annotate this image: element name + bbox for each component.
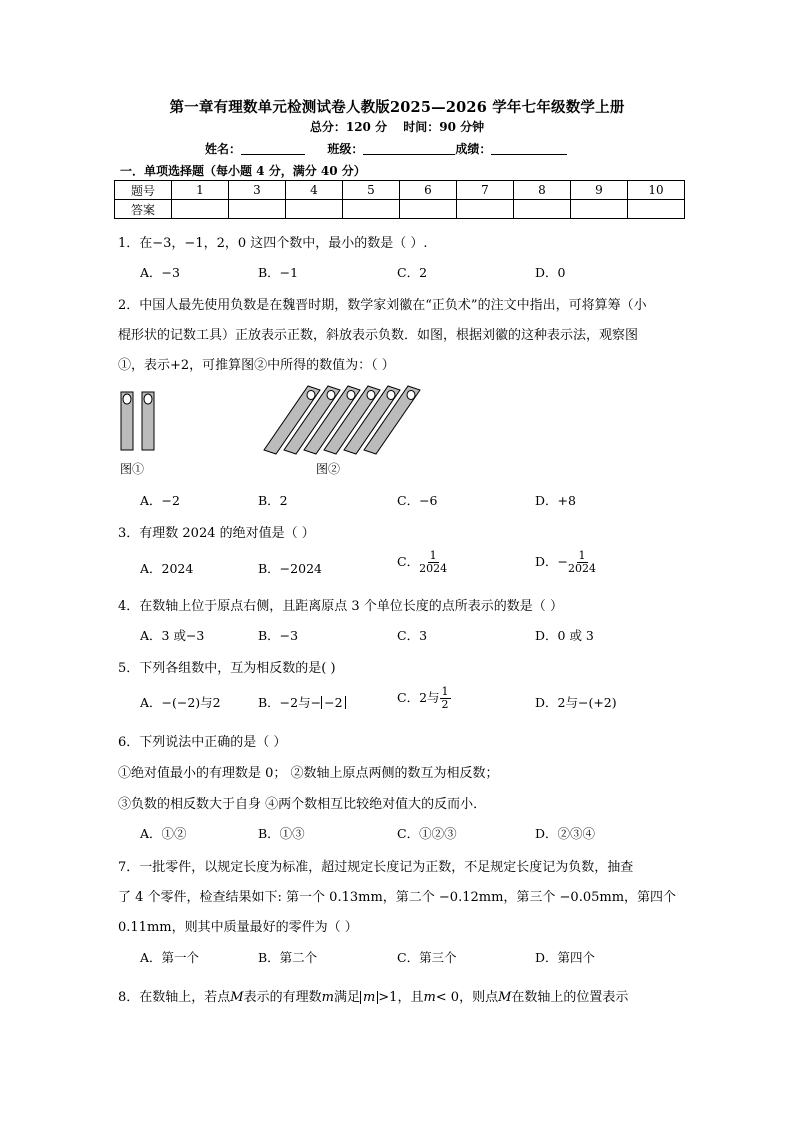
q8-var: m — [423, 990, 436, 1005]
name-label: 姓名： — [205, 142, 242, 156]
option-prefix: C．2与 — [397, 690, 440, 705]
option-prefix: B．−2与− — [258, 695, 322, 710]
fraction-denominator: 2024 — [419, 562, 448, 575]
q8-var: M — [230, 990, 244, 1005]
answer-cell[interactable] — [172, 200, 229, 219]
q7-option-d: D．第四个 — [535, 950, 596, 965]
q7-option-b: B．第二个 — [258, 950, 318, 965]
section-title: 一．单项选择题（每小题 4 分，满分 40 分） — [120, 164, 366, 178]
q4-option-a: A．3 或−3 — [140, 628, 205, 643]
exam-time: 时间：90 分钟 — [403, 120, 485, 134]
counting-rods-figure-1 — [115, 386, 165, 452]
q1-option-c: C．2 — [397, 265, 428, 280]
question-number: 9 — [571, 181, 628, 200]
fraction-numerator: 1 — [429, 549, 437, 562]
fraction-numerator: 1 — [441, 685, 449, 698]
score-field[interactable] — [491, 142, 567, 155]
q1-option-b: B．−1 — [258, 265, 299, 280]
answer-cell[interactable] — [229, 200, 286, 219]
q1-stem: 1．在−3，−1，2，0 这四个数中，最小的数是（ ）. — [118, 236, 428, 251]
q7-option-a: A．第一个 — [140, 950, 200, 965]
q4-stem: 4．在数轴上位于原点右侧，且距离原点 3 个单位长度的点所表示的数是（ ） — [118, 599, 563, 614]
q5-option-b — [258, 693, 346, 711]
q7-line3: 0.11mm，则其中质量最好的零件为（ ） — [118, 920, 358, 935]
q7-line2: 了 4 个零件，检查结果如下: 第一个 0.13mm，第二个 −0.12mm，第三个 −0.05mm，第四个 — [118, 890, 677, 905]
q6-stem: 6．下列说法中正确的是（ ） — [118, 735, 287, 750]
exam-meta — [0, 118, 794, 135]
table-row — [115, 181, 685, 200]
q4-option-d: D．0 或 3 — [535, 628, 594, 643]
q2-option-c: C．−6 — [397, 493, 438, 508]
q4-option-b: B．−3 — [258, 628, 299, 643]
q5-stem: 5．下列各组数中，互为相反数的是( ) — [118, 661, 336, 676]
question-number: 5 — [343, 181, 400, 200]
answer-cell[interactable] — [628, 200, 685, 219]
q8-stem — [118, 986, 628, 1005]
q2-option-b: B．2 — [258, 493, 288, 508]
q8-text: 8．在数轴上，若点 — [118, 990, 231, 1005]
answer-cell[interactable] — [571, 200, 628, 219]
q4-option-c: C．3 — [397, 628, 428, 643]
q5-option-c — [397, 686, 451, 711]
q8-text: 在数轴上的位置表示 — [511, 990, 629, 1005]
fraction-denominator: 2024 — [568, 562, 596, 575]
answer-cell[interactable] — [400, 200, 457, 219]
row-label-number: 题号 — [115, 181, 172, 200]
fraction — [419, 550, 447, 575]
question-number: 1 — [172, 181, 229, 200]
q6-option-c: C．①②③ — [397, 826, 457, 841]
q2-option-a: A．−2 — [140, 493, 180, 508]
name-field[interactable] — [241, 142, 305, 155]
fraction — [440, 686, 451, 711]
question-number: 6 — [400, 181, 457, 200]
q8-text: >1，且 — [378, 990, 424, 1005]
student-info — [205, 140, 567, 157]
q6-statement-1: ①绝对值最小的有理数是 0； ②数轴上原点两侧的数互为相反数； — [118, 766, 499, 781]
question-number: 3 — [229, 181, 286, 200]
question-number: 10 — [628, 181, 685, 200]
q7-line1: 7．一批零件，以规定长度为标准，超过规定长度记为正数，不足规定长度记为负数，抽查 — [118, 860, 634, 875]
class-field[interactable] — [363, 142, 455, 155]
answer-cell[interactable] — [514, 200, 571, 219]
answer-table — [114, 180, 685, 219]
q8-text: 表示的有理数 — [243, 990, 322, 1005]
q7-option-c: C．第三个 — [397, 950, 457, 965]
q2-line3: ①，表示+2，可推算图②中所得的数值为：（ ） — [118, 358, 395, 373]
q8-var: m — [321, 990, 334, 1005]
q3-option-c — [397, 550, 447, 575]
q5-option-d: D．2与−(+2) — [535, 695, 617, 710]
answer-cell[interactable] — [457, 200, 514, 219]
q5-option-a: A．−(−2)与2 — [140, 695, 221, 710]
class-label: 班级： — [327, 142, 364, 156]
q3-option-d — [535, 550, 596, 575]
q8-var: M — [498, 990, 512, 1005]
fig2-caption: 图② — [316, 462, 341, 476]
fig1-caption: 图① — [120, 462, 145, 476]
q2-line1: 2．中国人最先使用负数是在魏晋时期，数学家刘徽在“正负术”的注文中指出，可将算筹（小 — [118, 298, 647, 313]
q8-abs-m: m — [360, 991, 378, 1004]
absolute-value: −2 — [321, 696, 345, 709]
q1-option-a: A．−3 — [140, 265, 180, 280]
answer-cell[interactable] — [343, 200, 400, 219]
q8-text: < 0，则点 — [435, 990, 499, 1005]
q6-option-a: A．①② — [140, 826, 187, 841]
answer-cell[interactable] — [286, 200, 343, 219]
row-label-answer: 答案 — [115, 200, 172, 219]
option-prefix: D．− — [535, 554, 568, 569]
q8-text: 满足 — [333, 990, 360, 1005]
q2-line2: 棍形状的记数工具）正放表示正数，斜放表示负数．如图，根据刘徽的这种表示法，观察图 — [118, 328, 639, 343]
fraction-numerator: 1 — [578, 549, 586, 562]
q6-statement-2: ③负数的相反数大于自身 ④两个数相互比较绝对值大的反而小． — [118, 797, 487, 812]
option-prefix: C． — [397, 554, 420, 569]
q3-option-a: A．2024 — [140, 561, 194, 576]
q3-stem: 3．有理数 2024 的绝对值是（ ） — [118, 526, 315, 541]
q6-option-b: B．①③ — [258, 826, 305, 841]
table-row — [115, 200, 685, 219]
q1-option-d: D．0 — [535, 265, 566, 280]
score-label: 成绩： — [455, 142, 492, 156]
counting-rods-figure-2 — [256, 380, 426, 458]
question-number: 7 — [457, 181, 514, 200]
question-number: 4 — [286, 181, 343, 200]
fraction-denominator: 2 — [441, 698, 449, 711]
exam-title: 第一章有理数单元检测试卷人教版2025—2026 学年七年级数学上册 — [169, 99, 625, 116]
question-number: 8 — [514, 181, 571, 200]
fraction — [568, 550, 596, 575]
q2-option-d: D．+8 — [535, 493, 576, 508]
q3-option-b: B．−2024 — [258, 561, 322, 576]
total-score: 总分：120 分 — [309, 120, 388, 134]
q6-option-d: D．②③④ — [535, 826, 596, 841]
